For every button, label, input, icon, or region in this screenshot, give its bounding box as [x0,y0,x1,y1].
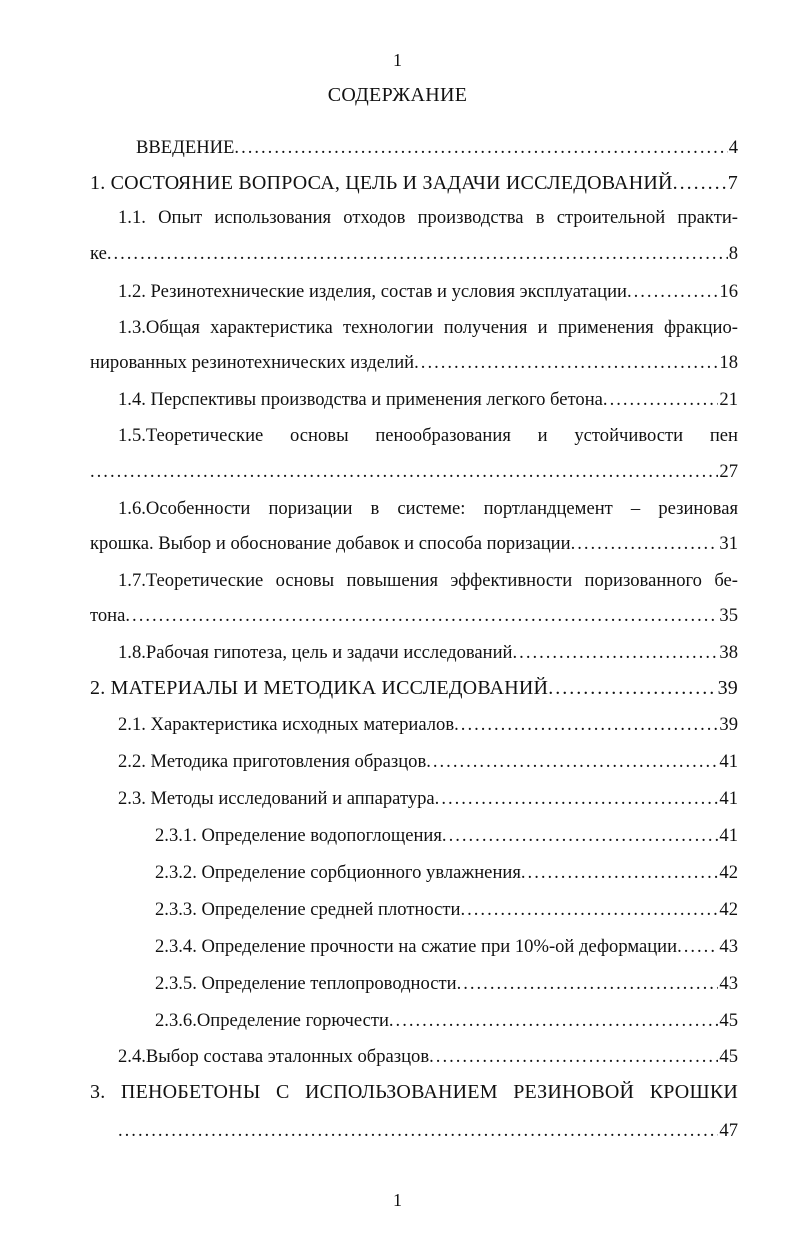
toc-entry-page: 41 [719,788,738,809]
toc-entry-page: 43 [719,973,738,994]
toc-entry-2-3-2[interactable] [155,862,738,888]
toc-entry-page: 38 [719,642,738,663]
dot-leader [571,533,719,555]
toc-entry-page: 45 [719,1046,738,1067]
toc-entry-page: 39 [717,677,738,699]
toc-entry-page: 8 [728,243,738,264]
toc-entry-1-5-line1[interactable]: 1.5.Теоретические основы пенообразования и устойчивости пен [118,425,738,446]
toc-entry-page: 18 [719,352,738,373]
toc-entry-2-1[interactable] [118,714,738,740]
dot-leader [125,605,718,627]
toc-entry-1-1-line1[interactable]: 1.1. Опыт использования отходов производства в строительной практи- [118,207,738,228]
toc-entry-title: 2.3.2. Определение сорбционного увлажнения [155,862,521,883]
toc-entry-title: 2.4.Выбор состава эталонных образцов [118,1046,430,1067]
toc-entry-page: 42 [719,899,738,920]
toc-entry-1-4[interactable] [118,389,738,415]
dot-leader [548,677,716,700]
toc-entry-page: 31 [719,533,738,554]
dot-leader [107,243,728,265]
toc-entry-page: 16 [719,281,738,302]
toc-entry-title: 2. МАТЕРИАЛЫ И МЕТОДИКА ИССЛЕДОВАНИЙ [90,677,549,699]
toc-entry-page: 43 [719,936,738,957]
toc-entry-2-3-5[interactable] [155,973,738,999]
toc-entry-title: 1.4. Перспективы производства и применения легкого бетона [118,389,603,410]
toc-entry-ch3-line1[interactable]: 3. ПЕНОБЕТОНЫ С ИСПОЛЬЗОВАНИЕМ РЕЗИНОВОЙ КРОШКИ [90,1081,738,1103]
dot-leader [435,788,719,810]
toc-entry-page: 42 [719,862,738,883]
toc-entry-title: 2.3.6.Определение горючести [155,1010,389,1031]
toc-entry-ch2[interactable] [90,677,738,703]
toc-entry-1-8[interactable] [118,642,738,668]
toc-entry-title: 2.1. Характеристика исходных материалов [118,714,455,735]
toc-entry-ch1[interactable] [90,172,738,198]
toc-entry-page: 41 [719,825,738,846]
dot-leader [627,281,718,303]
toc-entry-2-3-3[interactable] [155,899,738,925]
toc-entry-title: нированных резинотехнических изделий [90,352,415,373]
page-title: СОДЕРЖАНИЕ [327,84,468,106]
toc-entry-ch3[interactable] [118,1120,738,1146]
toc-entry-1-7-line1[interactable]: 1.7.Теоретические основы повышения эффективности поризованного бе- [118,570,738,591]
toc-entry-2-4[interactable] [118,1046,738,1072]
toc-entry-page: 45 [719,1010,738,1031]
toc-entry-title: ВВЕДЕНИЕ [136,137,235,158]
toc-entry-title: 2.3.4. Определение прочности на сжатие при 10%-ой деформации [155,936,678,957]
toc-entry-title: крошка. Выбор и обоснование добавок и способа поризации [90,533,571,554]
dot-leader [414,352,718,374]
toc-entry-1-1[interactable] [90,243,738,269]
toc-entry-1-2[interactable] [118,281,738,307]
dot-leader [457,973,719,995]
toc-entry-2-3-1[interactable] [155,825,738,851]
toc-entry-page: 21 [719,389,738,410]
toc-entry-title: 1. СОСТОЯНИЕ ВОПРОСА, ЦЕЛЬ И ЗАДАЧИ ИССЛЕДОВАНИЙ [90,172,673,194]
toc-entry-1-6[interactable] [90,533,738,559]
dot-leader [513,642,719,664]
toc-entry-1-6-line1[interactable]: 1.6.Особенности поризации в системе: портландцемент – резиновая [118,498,738,519]
toc-entry-page: 4 [728,137,738,158]
dot-leader [429,1046,718,1068]
toc-entry-1-3-line1[interactable]: 1.3.Общая характеристика технологии получения и применения фракцио- [118,317,738,338]
dot-leader [389,1010,719,1032]
toc-entry-1-3[interactable] [90,352,738,378]
toc-entry-2-3[interactable] [118,788,738,814]
page-number-bottom: 1 [393,1190,402,1210]
toc-entry-title: 1.8.Рабочая гипотеза, цель и задачи исследований [118,642,513,663]
dot-leader [90,461,718,483]
toc-entry-title: тона [90,605,126,626]
dot-leader [118,1120,718,1142]
toc-entry-1-7[interactable] [90,605,738,631]
toc-entry-title: ке [90,243,107,264]
dot-leader [673,172,727,195]
toc-entry-page: 41 [719,751,738,772]
dot-leader [460,899,718,921]
toc-entry-title: 2.3.3. Определение средней плотности [155,899,461,920]
toc-entry-page: 39 [719,714,738,735]
toc-entry-2-3-4[interactable] [155,936,738,962]
dot-leader [454,714,718,736]
toc-entry-title: 2.2. Методика приготовления образцов [118,751,427,772]
toc-entry-intro[interactable] [136,137,738,163]
dot-leader [603,389,718,411]
dot-leader [426,751,718,773]
toc-entry-page: 7 [727,172,738,194]
dot-leader [677,936,718,958]
toc-entry-page: 27 [719,461,738,482]
dot-leader [234,137,727,159]
toc-entry-2-3-6[interactable] [155,1010,738,1036]
toc-entry-1-5[interactable] [90,461,738,487]
toc-entry-title: 2.3.1. Определение водопоглощения [155,825,442,846]
toc-entry-page: 47 [719,1120,738,1141]
toc-entry-title: 1.2. Резинотехнические изделия, состав и условия эксплуатации [118,281,627,302]
page-number-top: 1 [393,50,402,70]
dot-leader [521,862,719,884]
toc-entry-2-2[interactable] [118,751,738,777]
dot-leader [442,825,718,847]
toc-entry-title: 2.3.5. Определение теплопроводности [155,973,457,994]
toc-entry-page: 35 [719,605,738,626]
toc-entry-title: 2.3. Методы исследований и аппаратура [118,788,435,809]
